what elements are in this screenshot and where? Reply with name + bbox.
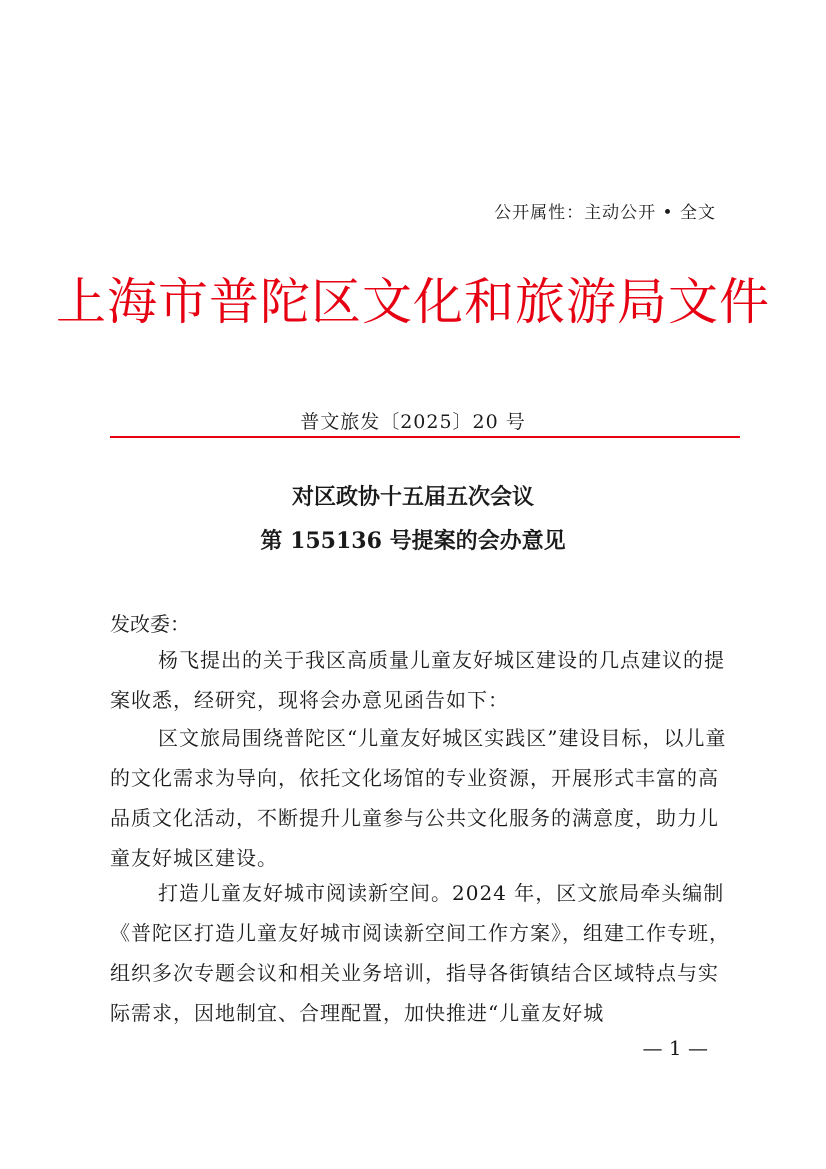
document-title-line-1: 对区政协十五届五次会议 — [291, 484, 534, 510]
paragraph-text: 打造儿童友好城市阅读新空间。2024 年，区文旅局牵头编制《普陀区打造儿童友好城市阅读新空间工作方案》，组建工作专班，组织多次专题会议和相关业务培训，指导各街镇结合区域特点与实际需求，因地制宜、合理配置，加快推进“儿童友好城 — [110, 881, 730, 1025]
body-paragraph — [110, 718, 730, 878]
disclosure-attribute: 公开属性：主动公开 • 全文 — [494, 203, 716, 223]
document-number: 普文旅发〔2025〕20 号 — [300, 411, 526, 433]
document-title-line-2: 第 155136 号提案的会办意见 — [260, 528, 566, 554]
red-separator-line — [110, 436, 740, 438]
body-paragraph — [110, 873, 730, 1033]
body-paragraph — [110, 640, 730, 720]
issuer-title: 上海市普陀区文化和旅游局文件 — [56, 273, 770, 331]
page-number: — 1 — — [642, 1036, 708, 1060]
paragraph-text: 杨飞提出的关于我区高质量儿童友好城区建设的几点建议的提案收悉，经研究，现将会办意见函告如下： — [110, 648, 725, 712]
paragraph-text: 区文旅局围绕普陀区“儿童友好城区实践区”建设目标，以儿童的文化需求为导向，依托文化场馆的专业资源，开展形式丰富的高品质文化活动，不断提升儿童参与公共文化服务的满意度，助力儿童友好城区建设。 — [110, 726, 727, 870]
salutation: 发改委： — [110, 612, 190, 636]
